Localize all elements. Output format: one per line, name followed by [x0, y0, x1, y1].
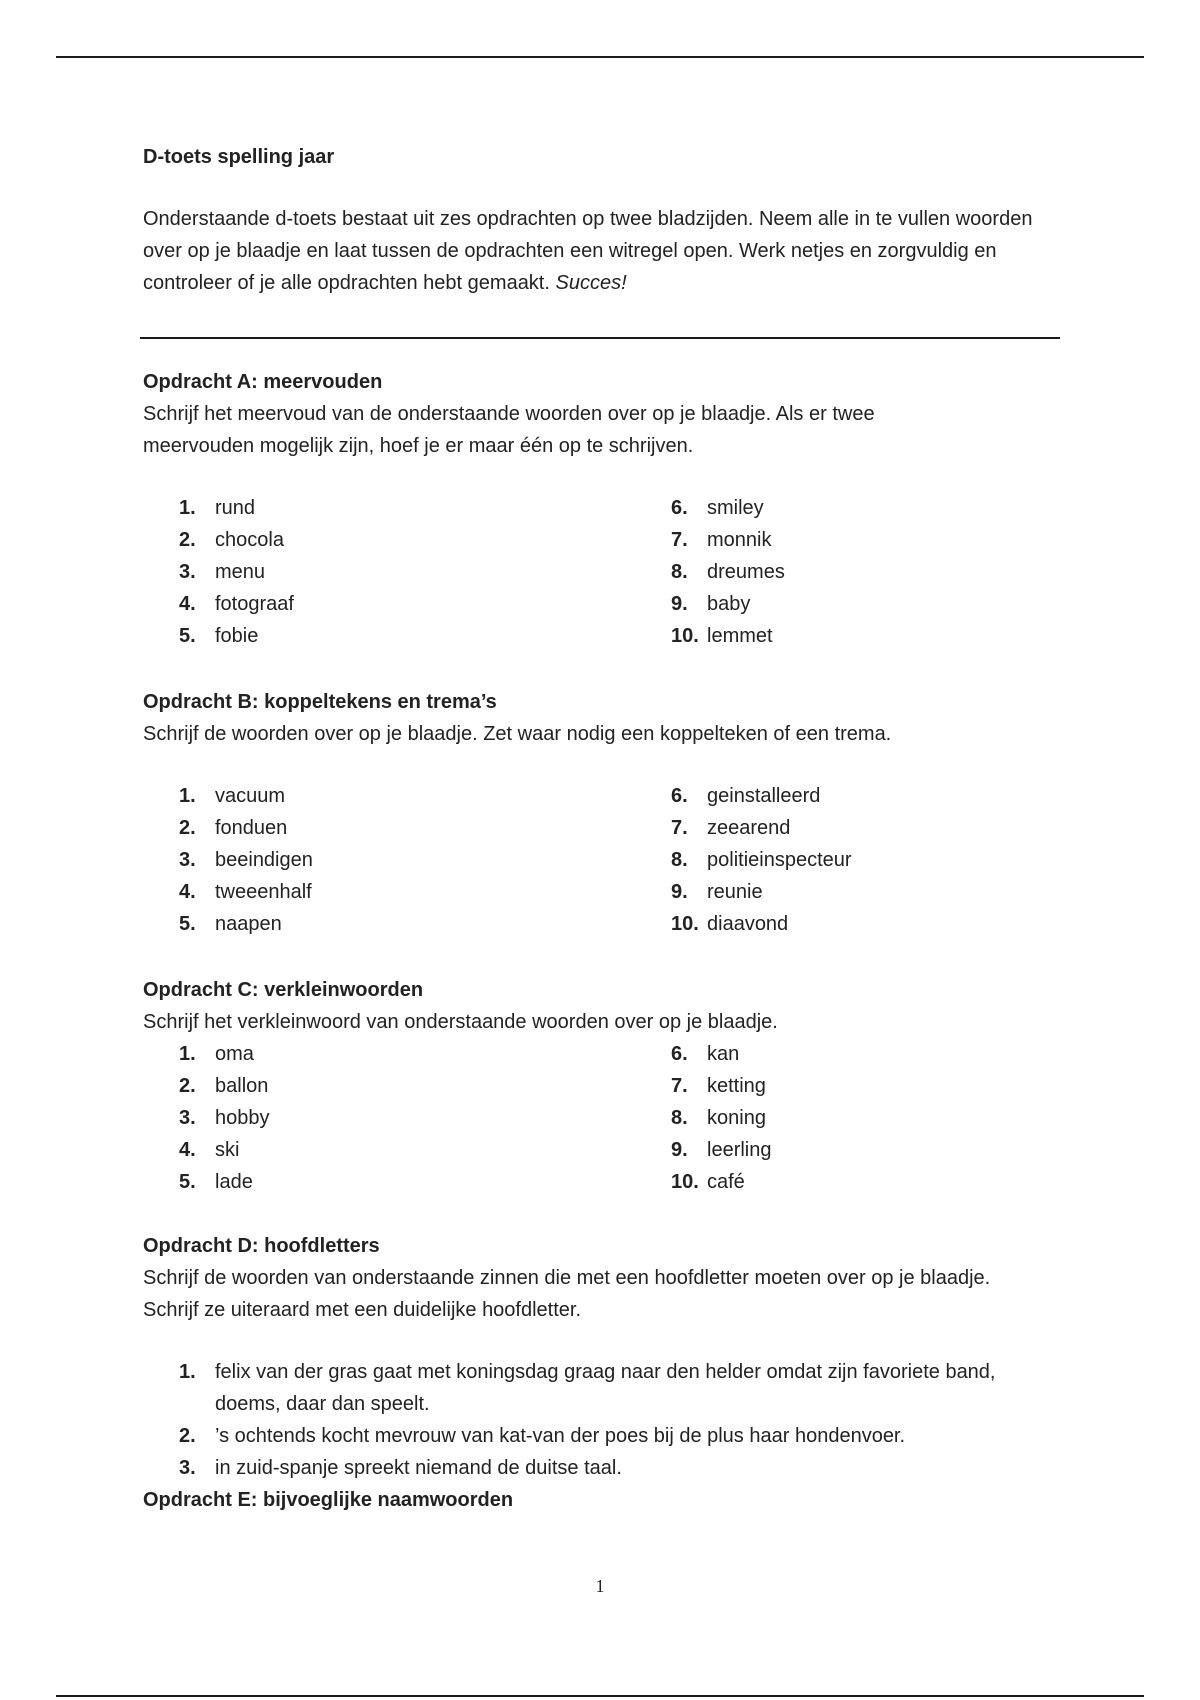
item-number: 6.: [671, 785, 688, 807]
item-number: 7.: [671, 817, 688, 839]
item-word: baby: [707, 593, 751, 615]
section-b-instruction: Schrijf de woorden over op je blaadje. Zet waar nodig een koppelteken of een trema.: [143, 723, 892, 745]
list-item: [671, 1070, 971, 1102]
section-b-title: Opdracht B: koppeltekens en trema’s: [143, 691, 497, 713]
list-item: [671, 876, 971, 908]
item-word: fonduen: [215, 817, 288, 839]
item-word: lade: [215, 1171, 253, 1193]
list-item: [179, 780, 671, 812]
item-word: smiley: [707, 497, 764, 519]
item-word: politieinspecteur: [707, 849, 852, 871]
section-e-title: Opdracht E: bijvoeglijke naamwoorden: [143, 1489, 514, 1511]
item-number: 7.: [671, 529, 688, 551]
item-number: 8.: [671, 849, 688, 871]
item-word: menu: [215, 561, 266, 583]
list-item: [179, 1356, 1029, 1420]
list-item: [671, 524, 971, 556]
list-item: [671, 908, 971, 940]
item-word: leerling: [707, 1139, 772, 1161]
item-number: 5.: [179, 625, 196, 647]
item-word: zeearend: [707, 817, 791, 839]
intro-paragraph: [143, 203, 1063, 299]
top-rule: [56, 56, 1144, 58]
list-item: [179, 1134, 671, 1166]
item-word: ski: [215, 1139, 240, 1161]
item-word: fotograaf: [215, 593, 294, 615]
item-number: 7.: [671, 1075, 688, 1097]
item-number: 6.: [671, 497, 688, 519]
list-item: [671, 1038, 971, 1070]
document-header: [143, 143, 1063, 294]
item-number: 9.: [671, 1139, 688, 1161]
list-item: [671, 1134, 971, 1166]
list-item: [179, 908, 671, 940]
item-number: 10.: [671, 625, 699, 647]
bottom-rule: [56, 1695, 1144, 1697]
section-d-title: Opdracht D: hoofdletters: [143, 1235, 380, 1257]
item-word: vacuum: [215, 785, 286, 807]
section-a: [143, 366, 1063, 652]
item-word: diaavond: [707, 913, 789, 935]
item-number: 2.: [179, 529, 196, 551]
item-number: 1.: [179, 1361, 196, 1383]
section-a-word-list: [179, 492, 1063, 652]
item-number: 5.: [179, 1171, 196, 1193]
item-word: beeindigen: [215, 849, 313, 871]
section-c-word-list: [179, 1038, 1063, 1198]
section-c-title: Opdracht C: verkleinwoorden: [143, 979, 424, 1001]
list-item: [179, 588, 671, 620]
item-sentence: felix van der gras gaat met koningsdag graag naar den helder omdat zijn favoriete band, doems, daar dan speelt.: [215, 1361, 996, 1415]
item-sentence: in zuid-spanje spreekt niemand de duitse taal.: [215, 1457, 622, 1479]
list-item: [179, 524, 671, 556]
list-item: [671, 1166, 971, 1198]
list-item: [179, 1420, 1029, 1452]
item-word: café: [707, 1171, 745, 1193]
list-item: [671, 620, 971, 652]
item-word: ketting: [707, 1075, 766, 1097]
item-number: 5.: [179, 913, 196, 935]
item-word: dreumes: [707, 561, 785, 583]
item-number: 8.: [671, 561, 688, 583]
item-word: lemmet: [707, 625, 773, 647]
item-number: 2.: [179, 1075, 196, 1097]
item-number: 4.: [179, 881, 196, 903]
item-number: 4.: [179, 1139, 196, 1161]
intro-text: Onderstaande d-toets bestaat uit zes opdrachten op twee bladzijden. Neem alle in te vullen woorden over op je blaadje en laat tussen de opdrachten een witregel open. Werk netjes en zorgvuldig en controleer of je alle opdrachten hebt gemaakt.: [143, 208, 1033, 294]
list-item: [179, 876, 671, 908]
item-number: 9.: [671, 881, 688, 903]
list-item: [179, 492, 671, 524]
item-number: 1.: [179, 1043, 196, 1065]
item-word: monnik: [707, 529, 772, 551]
item-number: 4.: [179, 593, 196, 615]
intro-emphasis: Succes!: [555, 272, 627, 294]
item-number: 8.: [671, 1107, 688, 1129]
item-number: 10.: [671, 913, 699, 935]
list-item: [671, 812, 971, 844]
item-number: 3.: [179, 561, 196, 583]
list-item: [671, 492, 971, 524]
item-word: rund: [215, 497, 256, 519]
list-item: [179, 556, 671, 588]
list-item: [671, 780, 971, 812]
section-c-instruction: Schrijf het verkleinwoord van onderstaande woorden over op je blaadje.: [143, 1011, 778, 1033]
list-item: [671, 556, 971, 588]
item-number: 10.: [671, 1171, 699, 1193]
item-word: fobie: [215, 625, 259, 647]
item-word: hobby: [215, 1107, 270, 1129]
item-word: reunie: [707, 881, 763, 903]
item-word: chocola: [215, 529, 284, 551]
item-number: 9.: [671, 593, 688, 615]
list-item: [179, 1102, 671, 1134]
item-word: naapen: [215, 913, 282, 935]
list-item: [179, 844, 671, 876]
item-number: 3.: [179, 1107, 196, 1129]
list-item: [179, 1166, 671, 1198]
item-word: geinstalleerd: [707, 785, 821, 807]
list-item: [179, 1038, 671, 1070]
section-d-sentence-list: [179, 1356, 1029, 1484]
section-c: [143, 974, 1063, 1198]
list-item: [671, 588, 971, 620]
list-item: [671, 844, 971, 876]
document-title: D-toets spelling jaar: [143, 146, 335, 168]
list-item: [179, 620, 671, 652]
item-number: 2.: [179, 817, 196, 839]
item-word: ballon: [215, 1075, 269, 1097]
section-d-instruction: Schrijf de woorden van onderstaande zinnen die met een hoofdletter moeten over op je blaadje. Schrijf ze uiteraard met een duidelijke hoofdletter.: [143, 1267, 991, 1321]
item-number: 1.: [179, 785, 196, 807]
section-b-word-list: [179, 780, 1063, 940]
list-item: [179, 812, 671, 844]
item-number: 2.: [179, 1425, 196, 1447]
list-item: [179, 1452, 1029, 1484]
item-word: tweeenhalf: [215, 881, 312, 903]
item-number: 3.: [179, 1457, 196, 1479]
section-divider: [140, 337, 1060, 339]
section-a-title: Opdracht A: meervouden: [143, 371, 383, 393]
item-word: oma: [215, 1043, 254, 1065]
section-a-instruction: Schrijf het meervoud van de onderstaande woorden over op je blaadje. Als er twee meervouden mogelijk zijn, hoef je er maar één op te schrijven.: [143, 403, 875, 457]
list-item: [179, 1070, 671, 1102]
item-number: 1.: [179, 497, 196, 519]
list-item: [671, 1102, 971, 1134]
page-number: 1: [595, 1576, 605, 1596]
item-word: koning: [707, 1107, 766, 1129]
item-number: 3.: [179, 849, 196, 871]
section-b: [143, 686, 1063, 940]
section-d: [143, 1230, 1063, 1516]
item-sentence: ’s ochtends kocht mevrouw van kat-van der poes bij de plus haar hondenvoer.: [215, 1425, 906, 1447]
item-number: 6.: [671, 1043, 688, 1065]
item-word: kan: [707, 1043, 740, 1065]
